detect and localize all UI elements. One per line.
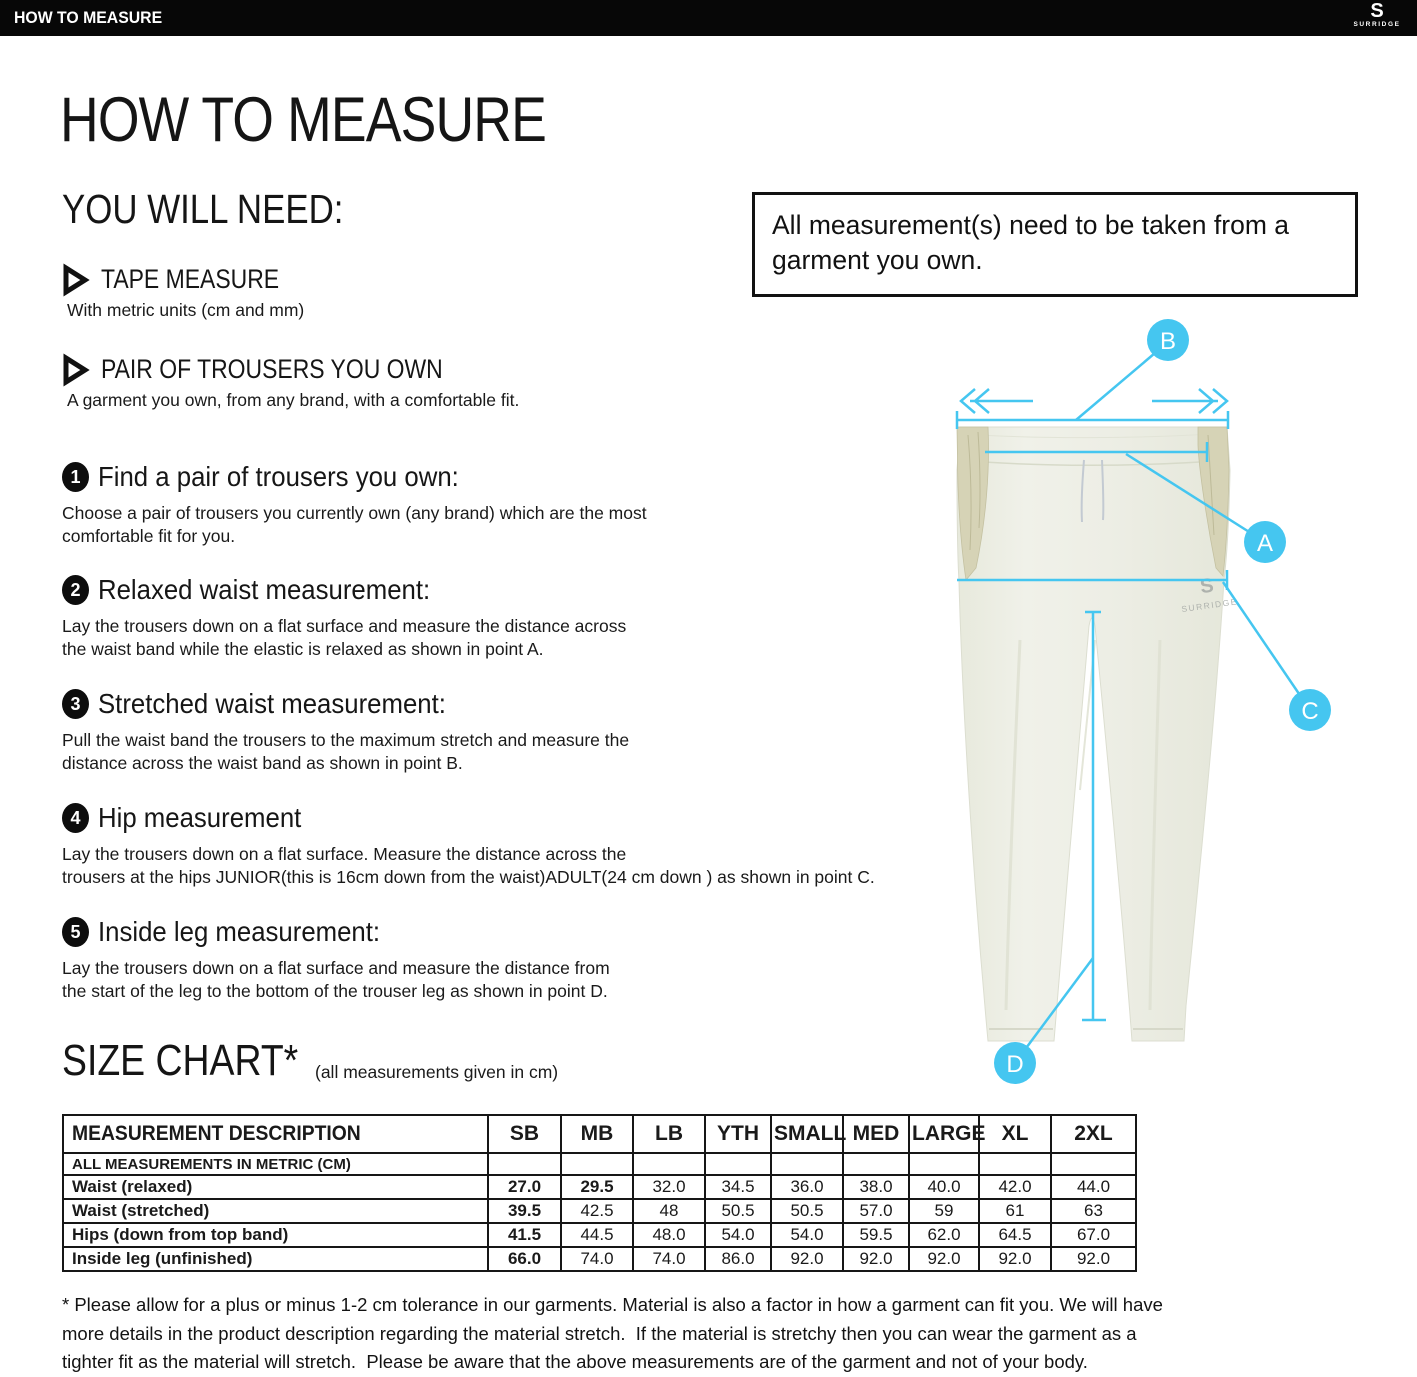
triangle-bullet-icon [62, 355, 89, 385]
cell: 39.5 [488, 1199, 561, 1223]
size-chart-note: (all measurements given in cm) [315, 1062, 559, 1082]
column-header: LB [633, 1115, 705, 1153]
triangle-bullet-icon [62, 265, 89, 295]
tolerance-footnote: * Please allow for a plus or minus 1-2 cm tolerance in our garments. Material is also a factor in how a garment can fit you. We will have more details in the product description regarding the material stretch. If the material is stretchy then you can wear the garment as a tighter fit as the material will stretch. Please be aware that the above measurements are of the garment and not of your body. [62, 1294, 1163, 1372]
cell: 54.0 [705, 1223, 771, 1247]
cell: 61 [979, 1199, 1051, 1223]
column-header: MB [561, 1115, 633, 1153]
row-label: Waist (relaxed) [63, 1175, 488, 1199]
cell: 92.0 [909, 1247, 979, 1271]
need-item-label: TAPE MEASURE [101, 264, 280, 294]
need-item-label: PAIR OF TROUSERS YOU OWN [101, 354, 443, 384]
cell: 92.0 [979, 1247, 1051, 1271]
size-chart-heading: SIZE CHART* [62, 1036, 299, 1085]
step-title: Find a pair of trousers you own: [98, 461, 459, 492]
row-label: Waist (stretched) [63, 1199, 488, 1223]
cell: 27.0 [488, 1175, 561, 1199]
leader-line-c [1223, 582, 1310, 710]
surridge-logo [1347, 1, 1407, 29]
cell: 92.0 [843, 1247, 909, 1271]
cell: 59.5 [843, 1223, 909, 1247]
step-description: Lay the trousers down on a flat surface. Measure the distance across the trousers at the hips JUNIOR(this is 16cm down from the waist)ADULT(24 cm down ) as shown in point C. [62, 844, 875, 887]
cell: 66.0 [488, 1247, 561, 1271]
cell: 57.0 [843, 1199, 909, 1223]
cell: 59 [909, 1199, 979, 1223]
table-row [63, 1223, 1136, 1247]
step-title: Hip measurement [98, 802, 302, 833]
empty-cell [1051, 1153, 1136, 1175]
need-item-description: A garment you own, from any brand, with a comfortable fit. [67, 390, 520, 410]
empty-cell [561, 1153, 633, 1175]
table-metric-row [63, 1153, 1136, 1175]
table-row [63, 1199, 1136, 1223]
header-bar [0, 0, 1417, 36]
column-header: SB [488, 1115, 561, 1153]
cell: 44.0 [1051, 1175, 1136, 1199]
metric-row-label: ALL MEASUREMENTS IN METRIC (CM) [63, 1153, 488, 1175]
step-number-badge: 1 [62, 462, 89, 492]
cell: 50.5 [771, 1199, 843, 1223]
column-header: YTH [705, 1115, 771, 1153]
column-header: SMALL [771, 1115, 843, 1153]
empty-cell [843, 1153, 909, 1175]
need-item-trousers [62, 354, 519, 411]
size-chart-table [62, 1114, 1137, 1272]
surridge-s-icon: S [1370, 0, 1384, 22]
cell: 86.0 [705, 1247, 771, 1271]
cell: 42.0 [979, 1175, 1051, 1199]
you-will-need-heading: YOU WILL NEED: [62, 186, 344, 232]
cell: 44.5 [561, 1223, 633, 1247]
cell: 92.0 [771, 1247, 843, 1271]
cell: 29.5 [561, 1175, 633, 1199]
table-header-row [63, 1115, 1136, 1153]
step-description: Lay the trousers down on a flat surface and measure the distance from the start of the leg to the bottom of the trouser leg as shown in point D. [62, 958, 610, 1001]
empty-cell [979, 1153, 1051, 1175]
marker-b-label: B [1159, 328, 1177, 355]
row-label: Inside leg (unfinished) [63, 1247, 488, 1271]
step-1 [62, 461, 647, 548]
cell: 34.5 [705, 1175, 771, 1199]
marker-c-label: C [1301, 698, 1319, 725]
surridge-brand-label: SURRIDGE [1353, 21, 1401, 28]
cell: 48 [633, 1199, 705, 1223]
need-item-description: With metric units (cm and mm) [67, 300, 305, 320]
marker-a-label: A [1256, 530, 1274, 557]
stretch-arrow-left-icon [961, 389, 1033, 413]
step-4 [62, 802, 875, 889]
step-number-badge: 4 [62, 803, 89, 833]
measurement-notice-box: All measurement(s) need to be taken from a garment you own. [752, 192, 1358, 297]
watermark-s-icon: S [1198, 574, 1216, 599]
cell: 74.0 [561, 1247, 633, 1271]
step-title: Inside leg measurement: [98, 916, 381, 947]
cell: 92.0 [1051, 1247, 1136, 1271]
step-description: Lay the trousers down on a flat surface and measure the distance across the waist band while the elastic is relaxed as shown in point A. [62, 616, 627, 659]
cell: 63 [1051, 1199, 1136, 1223]
empty-cell [771, 1153, 843, 1175]
marker-d-label: D [1006, 1051, 1024, 1078]
cell: 42.5 [561, 1199, 633, 1223]
column-header: LARGE [909, 1115, 979, 1153]
cell: 36.0 [771, 1175, 843, 1199]
empty-cell [909, 1153, 979, 1175]
header-title: HOW TO MEASURE [14, 8, 163, 27]
cell: 67.0 [1051, 1223, 1136, 1247]
watermark-label: SURRIDGE [1180, 596, 1239, 615]
trousers-figure [930, 310, 1400, 1100]
table-row [63, 1247, 1136, 1271]
empty-cell [488, 1153, 561, 1175]
row-label: Hips (down from top band) [63, 1223, 488, 1247]
step-5 [62, 916, 610, 1003]
cell: 38.0 [843, 1175, 909, 1199]
step-title: Relaxed waist measurement: [98, 574, 431, 605]
step-3 [62, 688, 629, 775]
stretch-arrow-right-icon [1152, 389, 1227, 413]
cell: 54.0 [771, 1223, 843, 1247]
table-row [63, 1175, 1136, 1199]
step-description: Choose a pair of trousers you currently own (any brand) which are the most comfortable fit for you. [62, 503, 647, 546]
stretched-waist-line [957, 411, 1228, 429]
cell: 64.5 [979, 1223, 1051, 1247]
step-title: Stretched waist measurement: [98, 688, 446, 719]
column-header: MEASUREMENT DESCRIPTION [63, 1115, 488, 1153]
column-header: XL [979, 1115, 1051, 1153]
cell: 48.0 [633, 1223, 705, 1247]
step-description: Pull the waist band the trousers to the maximum stretch and measure the distance across the waist band as shown in point B. [62, 730, 630, 773]
need-item-tape-measure [62, 264, 311, 321]
cell: 40.0 [909, 1175, 979, 1199]
page-title: HOW TO MEASURE [60, 85, 546, 155]
step-number-badge: 5 [62, 917, 89, 947]
trousers-illustration [957, 427, 1238, 1041]
step-2 [62, 574, 626, 661]
empty-cell [633, 1153, 705, 1175]
column-header: MED [843, 1115, 909, 1153]
step-number-badge: 3 [62, 689, 89, 719]
empty-cell [705, 1153, 771, 1175]
cell: 62.0 [909, 1223, 979, 1247]
cell: 41.5 [488, 1223, 561, 1247]
cell: 50.5 [705, 1199, 771, 1223]
column-header: 2XL [1051, 1115, 1136, 1153]
cell: 74.0 [633, 1247, 705, 1271]
step-number-badge: 2 [62, 575, 89, 605]
cell: 32.0 [633, 1175, 705, 1199]
